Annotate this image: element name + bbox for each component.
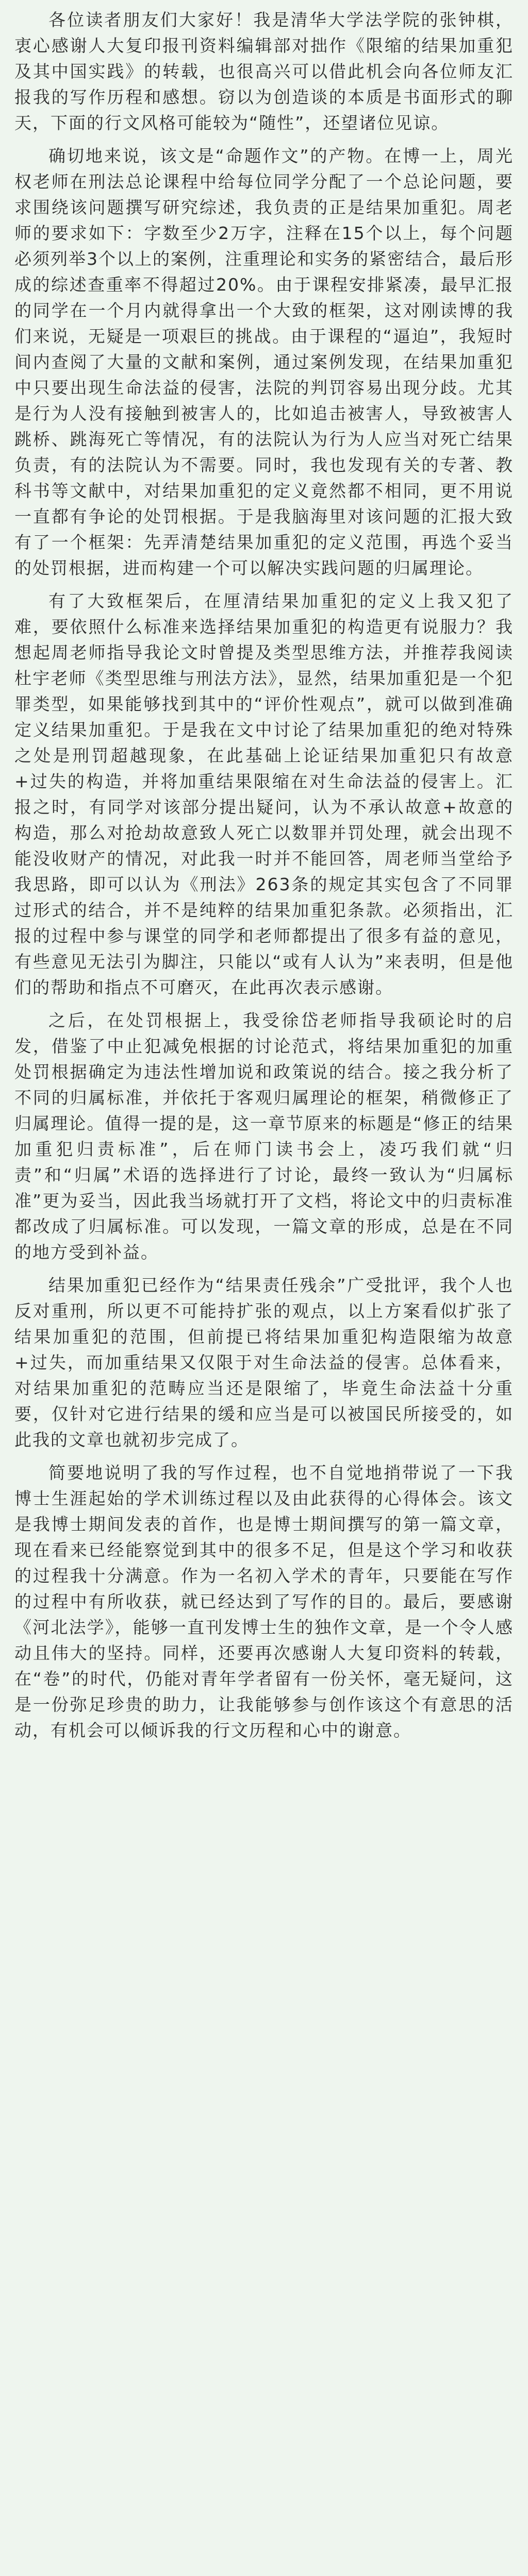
article-paragraph: 之后，在处罚根据上，我受徐岱老师指导我硕论时的启发，借鉴了中止犯减免根据的讨论范式，将结果加重犯的加重处罚根据确定为违法性增加说和政策说的结合。接之我分析了不同的归属标准，并依托于客观归属理论的框架，稍微修正了归属理论。值得一提的是，这一章节原来的标题是“修正的结果加重犯归责标准”，后在师门读书会上，凌巧我们就“归责”和“归属”术语的选择进行了讨论，最终一致认为“归属标准”更为妥当，因此我当场就打开了文档，将论文中的归责标准都改成了归属标准。可以发现，一篇文章的形成，总是在不同的地方受到补益。 <box>14 1010 514 1262</box>
article-paragraph: 有了大致框架后，在厘清结果加重犯的定义上我又犯了难，要依照什么标准来选择结果加重犯的构造更有说服力？我想起周老师指导我论文时曾提及类型思维方法，并推荐我阅读杜宇老师《类型思维与刑法方法》，显然，结果加重犯是一个犯罪类型，如果能够找到其中的“评价性观点”，就可以做到准确定义结果加重犯。于是我在文中讨论了结果加重犯的绝对特殊之处是刑罚超越现象，在此基础上论证结果加重犯只有故意+过失的构造，并将加重结果限缩在对生命法益的侵害上。汇报之时，有同学对该部分提出疑问，认为不承认故意+故意的构造，那么对抢劫故意致人死亡以数罪并罚处理，就会出现不能没收财产的情况，对此我一时并不能回答，周老师当堂给予我思路，即可以认为《刑法》263条的规定其实包含了不同罪过形式的结合，并不是纯粹的结果加重犯条款。必须指出，汇报的过程中参与课堂的同学和老师都提出了很多有益的意见，有些意见无法引为脚注，只能以“或有人认为”来表明，但是他们的帮助和指点不可磨灭，在此再次表示感谢。 <box>14 591 514 997</box>
article-paragraph: 各位读者朋友们大家好！我是清华大学法学院的张钟棋，衷心感谢人大复印报刊资料编辑部对拙作《限缩的结果加重犯及其中国实践》的转载，也很高兴可以借此机会向各位师友汇报我的写作历程和感想。窃以为创造谈的本质是书面形式的聊天，下面的行文风格可能较为“随性”，还望诸位见谅。 <box>14 10 514 133</box>
article-paragraph: 确切地来说，该文是“命题作文”的产物。在博一上，周光权老师在刑法总论课程中给每位同学分配了一个总论问题，要求围绕该问题撰写研究综述，我负责的正是结果加重犯。周老师的要求如下：字数至少2万字，注释在15个以上，每个问题必须列举3个以上的案例，注重理论和实务的紧密结合，最后形成的综述查重率不得超过20%。由于课程安排紧凑，最早汇报的同学在一个月内就得拿出一个大致的框架，这对刚读博的我们来说，无疑是一项艰巨的挑战。由于课程的“逼迫”，我短时间内查阅了大量的文献和案例，通过案例发现，在结果加重犯中只要出现生命法益的侵害，法院的判罚容易出现分歧。尤其是行为人没有接触到被害人的，比如追击被害人，导致被害人跳桥、跳海死亡等情况，有的法院认为行为人应当对死亡结果负责，有的法院认为不需要。同时，我也发现有关的专著、教科书等文献中，对结果加重犯的定义竟然都不相同，更不用说一直都有争论的处罚根据。于是我脑海里对该问题的汇报大致有了一个框架：先弄清楚结果加重犯的定义范围，再选个妥当的处罚根据，进而构建一个可以解决实践问题的归属理论。 <box>14 146 514 578</box>
article-paragraph: 结果加重犯已经作为“结果责任残余”广受批评，我个人也反对重刑，所以更不可能持扩张的观点，以上方案看似扩张了结果加重犯的范围，但前提已将结果加重犯构造限缩为故意+过失，而加重结果又仅限于对生命法益的侵害。总体看来，对结果加重犯的范畴应当还是限缩了，毕竟生命法益十分重要，仅针对它进行结果的缓和应当是可以被国民所接受的，如此我的文章也就初步完成了。 <box>14 1275 514 1450</box>
article-paragraph: 简要地说明了我的写作过程，也不自觉地捎带说了一下我博士生涯起始的学术训练过程以及由此获得的心得体会。该文是我博士期间发表的首作，也是博士期间撰写的第一篇文章，现在看来已经能察觉到其中的很多不足，但是这个学习和收获的过程我十分满意。作为一名初入学术的青年，只要能在写作的过程中有所收获，就已经达到了写作的目的。最后，要感谢《河北法学》，能够一直刊发博士生的独作文章，是一个令人感动且伟大的坚持。同样，还要再次感谢人大复印资料的转载，在“卷”的时代，仍能对青年学者留有一份关怀，毫无疑问，这是一份弥足珍贵的助力，让我能够参与创作该这个有意思的活动，有机会可以倾诉我的行文历程和心中的谢意。 <box>14 1463 514 1740</box>
